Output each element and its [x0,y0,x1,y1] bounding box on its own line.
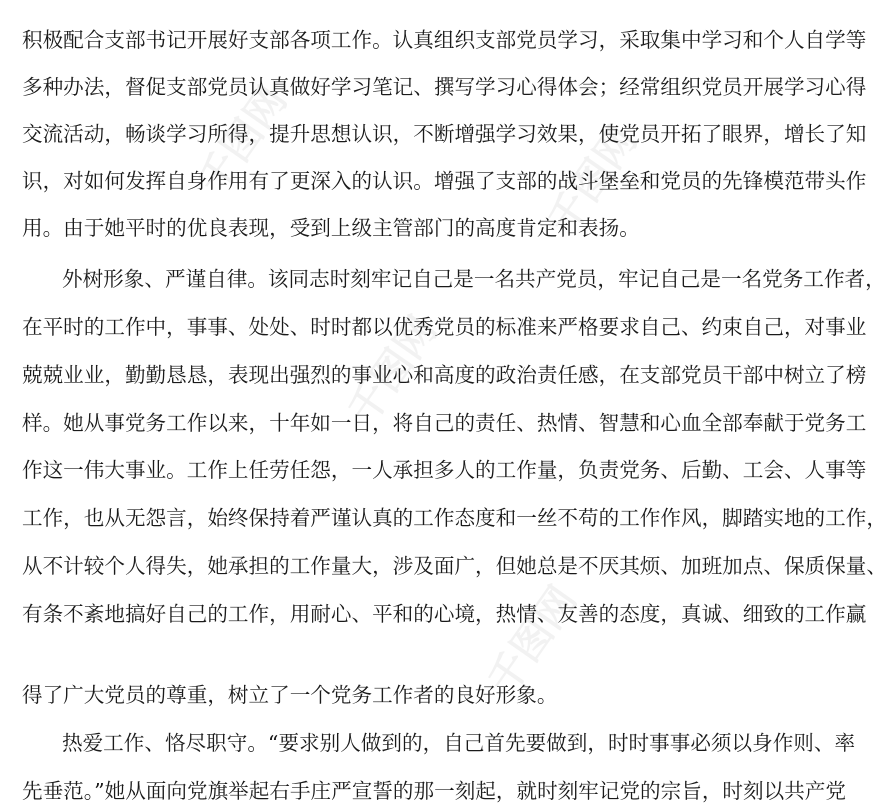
text-line: 兢兢业业，勤勤恳恳，表现出强烈的事业心和高度的政治责任感，在支部党员干部中树立了榜 [22,363,867,387]
watermark: 千图网 [539,118,647,243]
text-line: 外树形象、严谨自律。该同志时刻牢记自己是一名共产党员，牢记自己是一名党务工作者， [62,267,886,291]
text-line: 在平时的工作中，事事、处处、时时都以优秀党员的标准来严格要求自己、约束自己，对事业 [22,315,867,339]
watermark: 千图网 [339,308,447,433]
text-line: 样。她从事党务工作以来，十年如一日，将自己的责任、热情、智慧和心血全部奉献于党务工 [22,411,867,435]
text-line: 作这一伟大事业。工作上任劳任怨，一人承担多人的工作量，负责党务、后勤、工会、人事等 [22,458,867,482]
text-line: 有条不紊地搞好自己的工作，用耐心、平和的心境，热情、友善的态度，真诚、细致的工作赢 [22,602,867,626]
text-line: 用。由于她平时的优良表现，受到上级主管部门的高度肯定和表扬。 [22,216,640,240]
text-line: 工作，也从无怨言，始终保持着严谨认真的工作态度和一丝不苟的工作作风，脚踏实地的工作， [22,506,887,530]
watermark: 千图网 [189,78,297,203]
text-line: 识，对如何发挥自身作用有了更深入的认识。增强了支部的战斗堡垒和党员的先锋模范带头作 [22,169,867,193]
text-line: 先垂范。”她从面向党旗举起右手庄严宣誓的那一刻起，就时刻牢记党的宗旨，时刻以共产党 [22,779,846,803]
text-line: 热爱工作、恪尽职守。“要求别人做到的，自己首先要做到，时时事事必须以身作则、率 [62,731,856,755]
text-line: 得了广大党员的尊重，树立了一个党务工作者的良好形象。 [22,683,558,707]
text-line: 从不计较个人得失，她承担的工作量大，涉及面广，但她总是不厌其烦、加班加点、保质保量、 [22,554,887,578]
text-line: 积极配合支部书记开展好支部各项工作。认真组织支部党员学习，采取集中学习和个人自学等 [22,28,867,52]
text-line: 交流活动，畅谈学习所得，提升思想认识，不断增强学习效果，使党员开拓了眼界，增长了知 [22,122,867,146]
watermark: 千图网 [479,578,587,703]
text-line: 多种办法，督促支部党员认真做好学习笔记、撰写学习心得体会；经常组织党员开展学习心得 [22,75,867,99]
